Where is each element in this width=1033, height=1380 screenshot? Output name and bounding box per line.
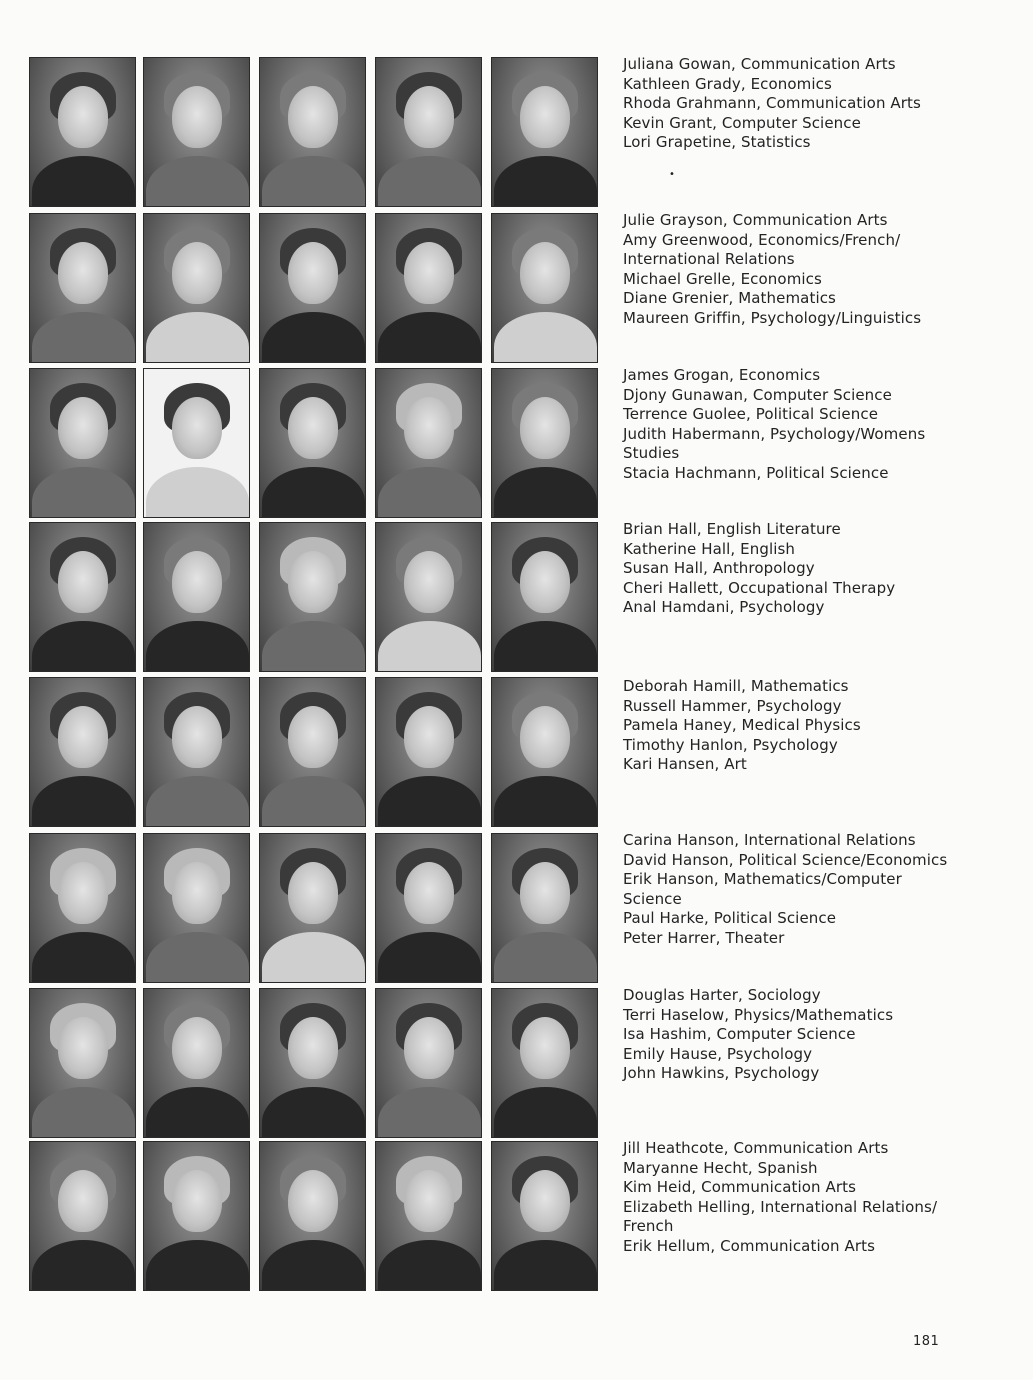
caption-line: Judith Habermann, Psychology/Womens (623, 424, 926, 443)
portrait-photo (29, 522, 136, 672)
caption-line: Kim Heid, Communication Arts (623, 1178, 857, 1196)
portrait-photo (375, 57, 482, 207)
caption-line: Douglas Harter, Sociology (623, 986, 821, 1004)
caption-line: Susan Hall, Anthropology (623, 559, 815, 577)
caption-line: Katherine Hall, English (623, 539, 796, 558)
portrait-photo (259, 522, 366, 672)
caption-line: Kathleen Grady, Economics (623, 74, 832, 93)
portrait-photo (143, 677, 250, 827)
portrait-photo (143, 213, 250, 363)
portrait-photo (375, 368, 482, 518)
caption-line: Isa Hashim, Computer Science (623, 1025, 856, 1043)
caption-line: Kari Hansen, Art (623, 755, 747, 773)
portrait-photo (491, 677, 598, 827)
portrait-row (29, 213, 989, 363)
portrait-photo (491, 988, 598, 1138)
caption-line: Erik Hanson, Mathematics/Computer (623, 870, 902, 888)
page-number: 181 (913, 1334, 940, 1349)
caption-line: Julie Grayson, Communication Arts (623, 211, 888, 229)
portrait-photo (259, 1141, 366, 1291)
caption-line: John Hawkins, Psychology (623, 1064, 820, 1082)
caption-line: Erik Hellum, Communication Arts (623, 1236, 875, 1255)
portrait-photo (491, 368, 598, 518)
portrait-photo (143, 988, 250, 1138)
caption-line: Paul Harke, Political Science (623, 909, 837, 927)
caption-line: Pamela Haney, Medical Physics (623, 716, 861, 734)
caption-line: Timothy Hanlon, Psychology (623, 735, 838, 754)
portrait-photo (491, 1141, 598, 1291)
caption-line: French (623, 1217, 674, 1235)
portrait-row (29, 522, 989, 672)
caption-line: James Grogan, Economics (623, 366, 821, 384)
caption-line: Jill Heathcote, Communication Arts (623, 1139, 889, 1157)
caption-line: Emily Hause, Psychology (623, 1044, 813, 1063)
portrait-photo (375, 522, 482, 672)
caption-line: Studies (623, 444, 680, 462)
portrait-row (29, 988, 989, 1138)
caption-block (623, 831, 963, 948)
caption-line: Cheri Hallett, Occupational Therapy (623, 578, 896, 597)
portrait-row (29, 677, 989, 827)
caption-line: Diane Grenier, Mathematics (623, 289, 836, 307)
portrait-photo (29, 1141, 136, 1291)
portrait-photo (29, 988, 136, 1138)
caption-line: Djony Gunawan, Computer Science (623, 385, 892, 404)
portrait-photo (259, 677, 366, 827)
portrait-photo (375, 677, 482, 827)
portrait-photo (259, 368, 366, 518)
portrait-photo (29, 833, 136, 983)
caption-block (623, 1139, 963, 1256)
caption-line: Juliana Gowan, Communication Arts (623, 55, 896, 73)
caption-line: Deborah Hamill, Mathematics (623, 677, 849, 695)
caption-line: Stacia Hachmann, Political Science (623, 463, 889, 482)
caption-line: Terrence Guolee, Political Science (623, 405, 879, 423)
portrait-photo (143, 522, 250, 672)
portrait-photo (491, 833, 598, 983)
portrait-row (29, 57, 989, 207)
caption-block (623, 677, 963, 775)
portrait-row (29, 368, 989, 518)
caption-line: International Relations (623, 250, 795, 268)
caption-line: Lori Grapetine, Statistics (623, 133, 811, 151)
caption-line: Amy Greenwood, Economics/French/ (623, 230, 901, 249)
portrait-photo (143, 833, 250, 983)
portrait-photo (259, 213, 366, 363)
caption-block (623, 55, 963, 153)
portrait-photo (375, 1141, 482, 1291)
portrait-photo (29, 677, 136, 827)
portrait-photo (259, 988, 366, 1138)
caption-line: Elizabeth Helling, International Relations/ (623, 1197, 938, 1216)
caption-line: Carina Hanson, International Relations (623, 831, 916, 849)
caption-line: Brian Hall, English Literature (623, 520, 841, 538)
portrait-row (29, 833, 989, 983)
portrait-photo (491, 213, 598, 363)
caption-line: David Hanson, Political Science/Economics (623, 850, 948, 869)
caption-line: Michael Grelle, Economics (623, 269, 822, 288)
portrait-photo (375, 833, 482, 983)
portrait-photo (143, 1141, 250, 1291)
portrait-photo (491, 522, 598, 672)
portrait-photo (375, 213, 482, 363)
portrait-photo (143, 368, 250, 518)
caption-block (623, 366, 963, 483)
portrait-photo (259, 57, 366, 207)
caption-block (623, 520, 963, 618)
caption-line: Russell Hammer, Psychology (623, 696, 842, 715)
portrait-row (29, 1141, 989, 1291)
portrait-photo (29, 57, 136, 207)
portrait-photo (375, 988, 482, 1138)
portrait-photo (259, 833, 366, 983)
portrait-photo (29, 213, 136, 363)
portrait-photo (491, 57, 598, 207)
caption-line: Peter Harrer, Theater (623, 928, 785, 947)
caption-line: Terri Haselow, Physics/Mathematics (623, 1005, 894, 1024)
portrait-photo (29, 368, 136, 518)
caption-block (623, 986, 963, 1084)
caption-line: Science (623, 889, 682, 908)
caption-line: Rhoda Grahmann, Communication Arts (623, 94, 921, 112)
bullet-mark: • (669, 169, 675, 180)
caption-line: Maureen Griffin, Psychology/Linguistics (623, 308, 922, 327)
caption-block (623, 211, 963, 328)
portrait-photo (143, 57, 250, 207)
caption-line: Kevin Grant, Computer Science (623, 113, 861, 132)
caption-line: Anal Hamdani, Psychology (623, 598, 825, 616)
caption-line: Maryanne Hecht, Spanish (623, 1158, 818, 1177)
